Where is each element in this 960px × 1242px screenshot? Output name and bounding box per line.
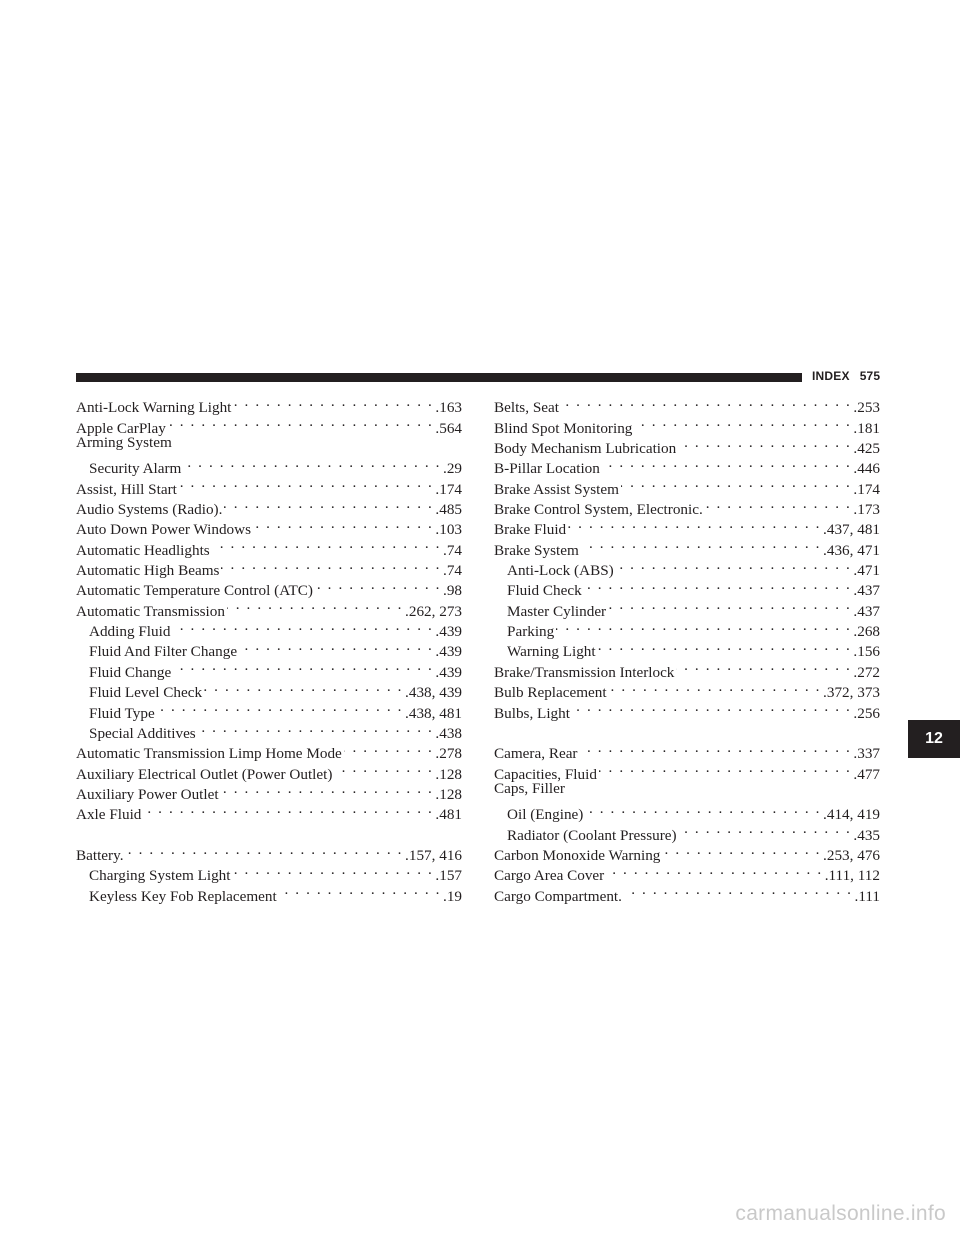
dot-leader <box>126 840 404 860</box>
entry-term: Fluid Change <box>89 663 172 681</box>
entry-page: .435 <box>853 826 880 844</box>
dot-leader <box>584 575 852 595</box>
dot-leader <box>221 555 441 575</box>
entry-term: Bulb Replacement <box>494 684 607 702</box>
entry-term: Bulbs, Light <box>494 704 570 722</box>
entry-term: Audio Systems (Radio). <box>76 501 223 519</box>
dot-leader <box>157 697 403 717</box>
entry-term: Keyless Key Fob Replacement <box>89 887 277 905</box>
entry-page: .481 <box>435 806 462 824</box>
dot-leader <box>172 616 433 636</box>
entry-page: .439 <box>435 623 462 641</box>
entry-page: .181 <box>853 419 880 437</box>
entry-term: Axle Fluid <box>76 806 142 824</box>
entry-term: Capacities, Fluid <box>494 765 597 783</box>
entry-page: .253, 476 <box>823 846 880 864</box>
entry-term: B-Pillar Location <box>494 460 600 478</box>
dot-leader <box>198 718 434 738</box>
dot-leader <box>678 433 851 453</box>
entry-page: .128 <box>435 785 462 803</box>
entry-page: .564 <box>435 419 462 437</box>
entry-page: .437, 481 <box>823 521 880 539</box>
entry-term: Assist, Hill Start <box>76 480 177 498</box>
dot-leader <box>634 412 851 432</box>
entry-term: Auto Down Power Windows <box>76 521 252 539</box>
entry-term: Special Additives <box>89 724 196 742</box>
entry-page: .372, 373 <box>823 684 880 702</box>
dot-leader <box>608 595 851 615</box>
dot-leader <box>621 473 852 493</box>
entry-term: Automatic Headlights <box>76 541 210 559</box>
dot-leader <box>585 799 821 819</box>
dot-leader <box>568 514 821 534</box>
section-title: INDEX <box>812 369 850 383</box>
dot-leader <box>168 412 434 432</box>
entry-page: .156 <box>853 643 880 661</box>
entry-term: Parking <box>507 623 555 641</box>
entry-term: Automatic Transmission <box>76 602 225 620</box>
entry-page: .256 <box>853 704 880 722</box>
dot-leader <box>183 453 441 473</box>
entry-term: Oil (Engine) <box>507 806 584 824</box>
entry-term: Radiator (Coolant Pressure) <box>507 826 677 844</box>
entry-page: .437 <box>853 602 880 620</box>
entry-term: Anti-Lock Warning Light <box>76 399 232 417</box>
dot-leader <box>624 880 853 900</box>
entry-page: .439 <box>435 643 462 661</box>
dot-leader <box>580 738 852 758</box>
index-heading <box>76 433 462 453</box>
watermark: carmanualsonline.info <box>735 1202 946 1225</box>
dot-leader <box>679 819 852 839</box>
entry-page: .157, 416 <box>405 846 462 864</box>
dot-leader <box>232 860 433 880</box>
entry-page: .438 <box>435 724 462 742</box>
dot-leader <box>173 656 433 676</box>
entry-term: Brake/Transmission Interlock <box>494 663 675 681</box>
entry-page: .253 <box>853 399 880 417</box>
entry-term: Camera, Rear <box>494 745 578 763</box>
entry-page: .337 <box>853 745 880 763</box>
entry-page: .272 <box>853 663 880 681</box>
entry-page: .477 <box>853 765 880 783</box>
entry-page: .173 <box>853 501 880 519</box>
entry-term: Warning Light <box>507 643 596 661</box>
index-heading <box>494 779 880 799</box>
dot-leader <box>253 514 433 534</box>
entry-term: Blind Spot Monitoring <box>494 419 633 437</box>
index-column-left <box>76 392 462 905</box>
entry-term: Cargo Area Cover <box>494 867 605 885</box>
entry-term: Caps, Filler <box>494 779 565 797</box>
entry-term: Arming System <box>76 433 172 451</box>
dot-leader <box>556 616 851 636</box>
entry-term: Cargo Compartment. <box>494 887 622 905</box>
entry-page: .278 <box>435 745 462 763</box>
dot-leader <box>705 494 852 514</box>
dot-leader <box>143 799 433 819</box>
page-number: 575 <box>859 369 881 383</box>
entry-page: .436, 471 <box>823 541 880 559</box>
entry-page: .103 <box>435 521 462 539</box>
entry-term: Fluid Check <box>507 582 582 600</box>
index-subentry <box>494 799 880 824</box>
dot-leader <box>279 880 441 900</box>
dot-leader <box>212 534 441 554</box>
entry-page: .174 <box>853 480 880 498</box>
dot-leader <box>676 656 851 676</box>
entry-term: Master Cylinder <box>507 602 607 620</box>
index-entry <box>494 738 880 763</box>
dot-leader <box>233 392 433 412</box>
dot-leader <box>239 636 433 656</box>
dot-leader <box>224 494 433 514</box>
entry-page: .98 <box>443 582 462 600</box>
header-rule <box>76 373 802 382</box>
entry-term: Belts, Seat <box>494 399 559 417</box>
dot-leader <box>572 697 851 717</box>
dot-leader <box>344 738 434 758</box>
index-entry <box>76 840 462 864</box>
entry-page: .157 <box>435 867 462 885</box>
entry-term: Body Mechanism Lubrication <box>494 440 677 458</box>
entry-term: Adding Fluid <box>89 623 171 641</box>
entry-term: Brake Control System, Electronic. <box>494 501 703 519</box>
dot-leader <box>602 453 852 473</box>
entry-page: .485 <box>435 501 462 519</box>
entry-term: Security Alarm <box>89 460 182 478</box>
entry-term: Brake Assist System <box>494 480 619 498</box>
entry-term: Auxiliary Electrical Outlet (Power Outlet) <box>76 765 333 783</box>
entry-term: Anti-Lock (ABS) <box>507 562 614 580</box>
entry-term: Carbon Monoxide Warning <box>494 846 661 864</box>
entry-page: .414, 419 <box>823 806 880 824</box>
entry-term: Automatic High Beams <box>76 562 220 580</box>
entry-term: Battery. <box>76 846 124 864</box>
running-header <box>812 369 890 383</box>
dot-leader <box>609 677 821 697</box>
entry-page: .438, 481 <box>405 704 462 722</box>
dot-leader <box>662 840 821 860</box>
entry-page: .438, 439 <box>405 684 462 702</box>
dot-leader <box>315 575 441 595</box>
entry-term: Fluid Level Check <box>89 684 203 702</box>
entry-page: .174 <box>435 480 462 498</box>
dot-leader <box>227 595 403 615</box>
entry-page: .262, 273 <box>405 602 462 620</box>
entry-page: .439 <box>435 663 462 681</box>
entry-page: .74 <box>443 562 462 580</box>
entry-term: Auxiliary Power Outlet <box>76 785 219 803</box>
entry-term: Fluid And Filter Change <box>89 643 238 661</box>
entry-page: .446 <box>853 460 880 478</box>
dot-leader <box>561 392 851 412</box>
entry-page: .425 <box>853 440 880 458</box>
entry-page: .74 <box>443 541 462 559</box>
entry-page: .29 <box>443 460 462 478</box>
dot-leader <box>598 636 852 656</box>
entry-term: Charging System Light <box>89 867 231 885</box>
entry-page: .437 <box>853 582 880 600</box>
entry-page: .268 <box>853 623 880 641</box>
dot-leader <box>599 758 851 778</box>
entry-page: .471 <box>853 562 880 580</box>
entry-page: .128 <box>435 765 462 783</box>
dot-leader <box>606 860 823 880</box>
entry-page: .19 <box>443 887 462 905</box>
entry-page: .111, 112 <box>824 867 880 885</box>
entry-term: Fluid Type <box>89 704 155 722</box>
entry-page: .111 <box>854 887 880 905</box>
entry-term: Automatic Temperature Control (ATC) <box>76 582 313 600</box>
index-subentry <box>76 860 462 885</box>
entry-term: Brake System <box>494 541 579 559</box>
entry-term: Brake Fluid <box>494 521 567 539</box>
index-entry <box>494 392 880 417</box>
index-subentry <box>76 453 462 478</box>
index-column-right <box>494 392 880 905</box>
entry-term: Apple CarPlay <box>76 419 166 437</box>
dot-leader <box>179 473 434 493</box>
dot-leader <box>616 555 852 575</box>
entry-page: .163 <box>435 399 462 417</box>
dot-leader <box>221 779 434 799</box>
entry-term: Automatic Transmission Limp Home Mode <box>76 745 342 763</box>
index-entry <box>76 392 462 417</box>
dot-leader <box>334 758 433 778</box>
dot-leader <box>581 534 821 554</box>
dot-leader <box>204 677 403 697</box>
chapter-tab: 12 <box>908 720 960 758</box>
